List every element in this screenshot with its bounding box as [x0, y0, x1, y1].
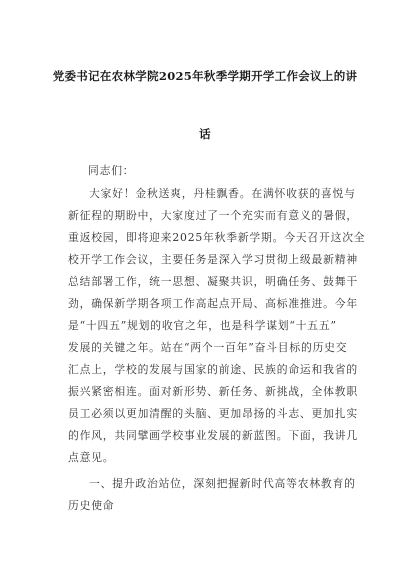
section-heading-line: 一、提升政治站位，深刻把握新时代高等农林教育的	[89, 477, 356, 490]
paragraph-line: 新征程的期盼中，大家度过了一个充实而有意义的暑假，	[68, 209, 358, 222]
section-heading	[68, 473, 356, 517]
paragraph-line: 总结部署工作，统一思想、凝聚共识，明确任务、鼓舞干	[68, 275, 358, 288]
paragraph-line: 发展的关键之年。站在“两个一百年”奋斗目标的历史交	[68, 341, 348, 354]
document-title: 党委书记在农林学院2025年秋季学期开学工作会议上的讲	[52, 69, 358, 83]
paragraph-line: 振兴紧密相连。面对新形势、新任务、新挑战，全体教职	[68, 385, 358, 398]
paragraph-line: 的作风，共同擘画学校事业发展的新蓝图。下面，我讲几	[68, 429, 358, 442]
paragraph-line: 是“十四五”规划的收官之年，也是科学谋划“十五五”	[68, 319, 337, 332]
paragraph-line: 劲，确保新学期各项工作高起点开局、高标准推进。今年	[68, 297, 358, 310]
opening-paragraph	[68, 183, 365, 469]
paragraph-line: 重返校园，即将迎来2025年秋季新学期。今天召开这次全	[68, 231, 366, 244]
paragraph-line: 员工必须以更加清醒的头脑、更加昂扬的斗志、更加扎实	[68, 407, 358, 420]
section-heading-line: 历史使命	[68, 499, 115, 512]
document-title-continuation: 话	[199, 127, 211, 141]
salutation: 同志们：	[88, 164, 135, 177]
paragraph-line: 汇点上，学校的发展与国家的前途、民族的命运和我省的	[68, 363, 358, 376]
paragraph-line: 校开学工作会议，主要任务是深入学习贯彻上级最新精神	[68, 253, 358, 266]
paragraph-line: 点意见。	[68, 451, 115, 464]
paragraph-line: 大家好！金秋送爽，丹桂飘香。在满怀收获的喜悦与	[89, 187, 356, 200]
